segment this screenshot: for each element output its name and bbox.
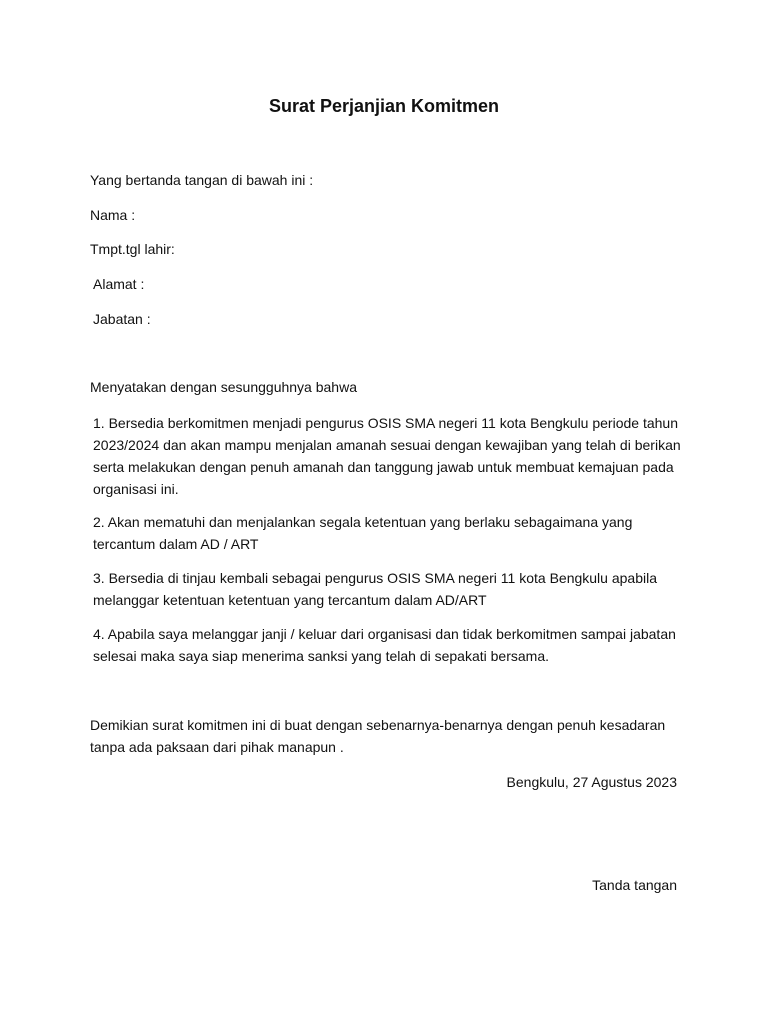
field-nama: Nama : xyxy=(90,207,136,223)
point-1: 1. Bersedia berkomitmen menjadi pengurus OSIS SMA negeri 11 kota Bengkulu periode tahun 2023/2024 dan akan mampu menjalan amanah sesuai dengan kewajiban yang telah di berikan serta melakukan dengan penuh amanah dan tanggung jawab untuk membuat kemajuan pada organisasi ini. xyxy=(93,415,681,497)
intro-line: Yang bertanda tangan di bawah ini : xyxy=(90,172,314,188)
point-2: 2. Akan mematuhi dan menjalankan segala ketentuan yang berlaku sebagaimana yang tercantum dalam AD / ART xyxy=(93,514,633,552)
field-tempat-tgl-lahir: Tmpt.tgl lahir: xyxy=(90,241,175,257)
closing-paragraph: Demikian surat komitmen ini di buat dengan sebenarnya-benarnya dengan penuh kesadaran tanpa ada paksaan dari pihak manapun . xyxy=(90,717,666,755)
place-date: Bengkulu, 27 Agustus 2023 xyxy=(506,774,677,790)
point-4: 4. Apabila saya melanggar janji / keluar dari organisasi dan tidak berkomitmen sampai jabatan selesai maka saya siap menerima sanksi yang telah di sepakati bersama. xyxy=(93,626,676,664)
point-3: 3. Bersedia di tinjau kembali sebagai pengurus OSIS SMA negeri 11 kota Bengkulu apabila melanggar ketentuan ketentuan yang tercantum dalam AD/ART xyxy=(93,570,657,608)
field-alamat: Alamat : xyxy=(93,276,145,292)
statement-intro: Menyatakan dengan sesungguhnya bahwa xyxy=(90,379,357,395)
document-title: Surat Perjanjian Komitmen xyxy=(268,96,500,116)
signature-label: Tanda tangan xyxy=(592,877,677,893)
field-jabatan: Jabatan : xyxy=(93,311,151,327)
